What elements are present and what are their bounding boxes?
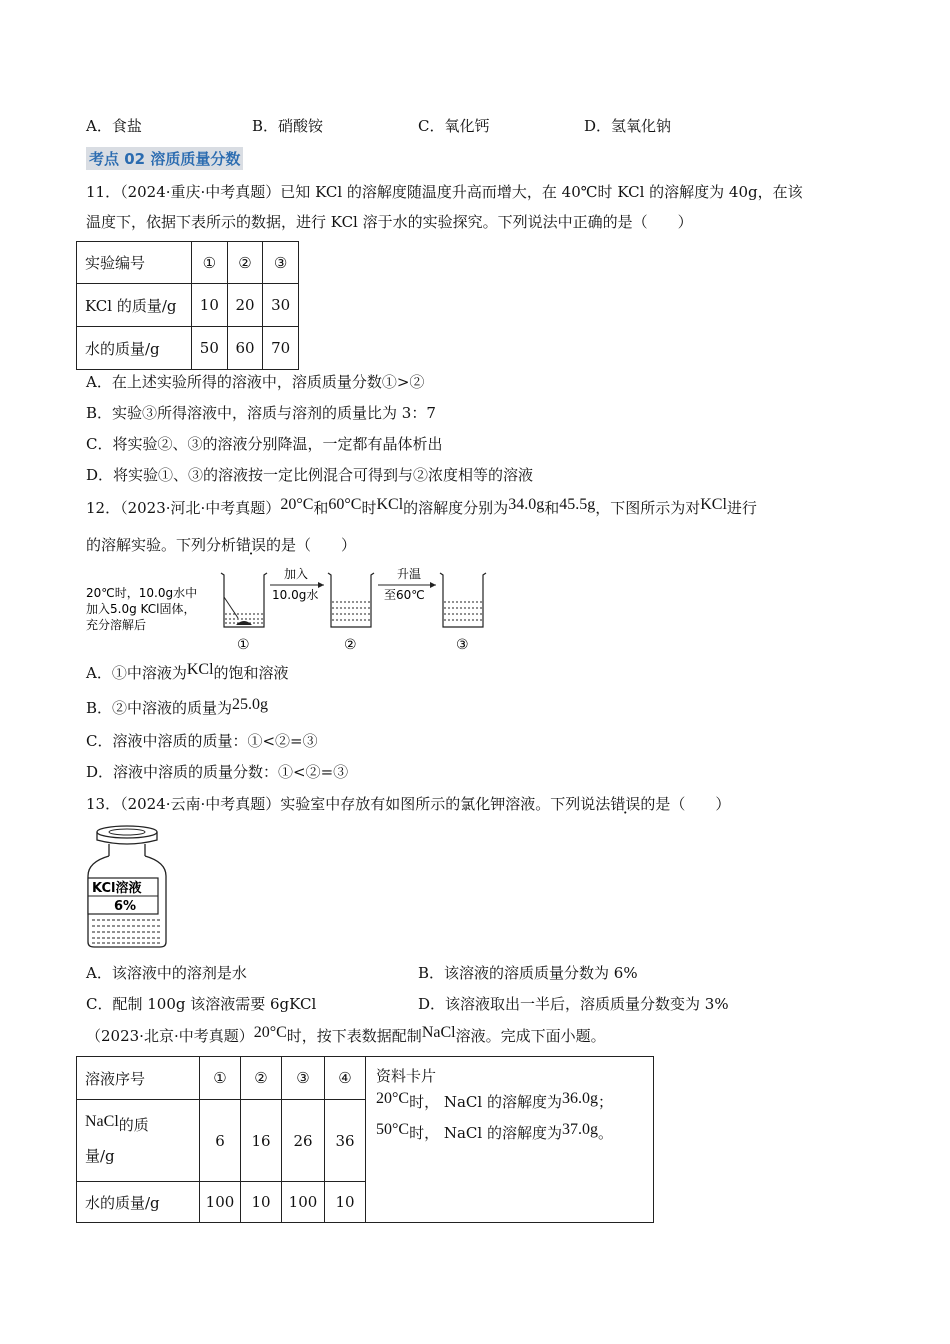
q11-row1-cell2: 20 (227, 284, 263, 327)
q14-row2-cell4: 10 (325, 1182, 366, 1223)
q12-tail: ，下图所示为对 (595, 499, 701, 517)
bottle-label-percent: 6% (114, 899, 137, 914)
q12-sol1: 34.0g (508, 496, 545, 513)
q14-data-table (76, 1056, 654, 1223)
q10-option-b: B．硝酸铵 (252, 117, 324, 135)
beaker-3-label: ③ (456, 637, 469, 653)
q14-nacl: NaCl (421, 1024, 456, 1041)
q14-row1-cell1: 6 (200, 1100, 241, 1182)
q12-desc-line1: 20℃时，10.0g水中 (86, 586, 198, 600)
q14-header-3: ③ (282, 1057, 325, 1100)
q11-header-2: ② (227, 242, 263, 284)
q14-stem-a: （2023·北京·中考真题） (86, 1027, 254, 1045)
q14-card-line2-value: 37.0g (561, 1121, 598, 1138)
q14-header-4: ④ (325, 1057, 366, 1100)
q13-stem (86, 794, 730, 814)
q14-card-line1-temp: 20°C (376, 1090, 410, 1107)
q14-row1-label-b: 的质 (118, 1116, 149, 1134)
q10-option-a: A．食盐 (86, 117, 142, 135)
q13-option-d: D．该溶液取出一半后，溶质质量分数变为 3% (418, 995, 729, 1013)
q12-option-b (86, 698, 268, 719)
q14-card-line2-end: 。 (597, 1124, 613, 1142)
arrow1-bottom-text: 10.0g水 (272, 588, 319, 602)
q14-stem-b: 时，按下表数据配制 (286, 1027, 422, 1045)
beaker-1-label: ① (237, 637, 250, 653)
q11-header-label: 实验编号 (77, 242, 192, 284)
q14-row1-label-c: 量/g (85, 1147, 115, 1165)
q14-card-line2 (376, 1118, 643, 1149)
q12-stem-line2 (86, 535, 356, 555)
q14-header-1: ① (200, 1057, 241, 1100)
beaker-2 (328, 573, 374, 627)
q14-row2-label: 水的质量/g (77, 1182, 200, 1223)
q11-data-table (76, 241, 299, 370)
q14-temp: 20°C (253, 1024, 287, 1041)
q13-stem-a: 13．（2024·云南·中考真题）实验室中存放有如图所示的氯化钾溶液。下列说法 (86, 795, 611, 813)
q14-card-line1-text: 时， NaCl 的溶解度为 (409, 1093, 562, 1111)
q13-stem-b: 的是（ ） (640, 795, 731, 813)
q14-card-line2-temp: 50°C (376, 1121, 410, 1138)
q12-sol2: 45.5g (559, 496, 596, 513)
q14-row1-cell2: 16 (241, 1100, 282, 1182)
q14-row1-label-nacl: NaCl (85, 1113, 119, 1130)
q11-stem-line1: 11．（2024·重庆·中考真题）已知 KCl 的溶解度随温度升高而增大，在 40℃时 KCl 的溶解度为 40g，在该 (86, 183, 803, 201)
q12-line2-a: 的溶解实验。下列分析 (86, 536, 237, 554)
arrow2-top-text: 升温 (397, 567, 422, 581)
q12-mid: 时 (361, 499, 377, 517)
q11-option-a: A．在上述实验所得的溶液中，溶质质量分数①>② (86, 373, 425, 391)
q12-and1: 和 (313, 499, 329, 517)
q12-kcl2: KCl (700, 496, 727, 513)
q14-card-line1-value: 36.0g (561, 1090, 598, 1107)
arrow1-top-text: 加入 (284, 567, 309, 581)
q14-row1-cell4: 36 (325, 1100, 366, 1182)
q12-temp2: 60°C (328, 496, 362, 513)
q12-and2: 和 (544, 499, 560, 517)
q12-option-d: D．溶液中溶质的质量分数：①<②=③ (86, 763, 349, 781)
bottle-label-name: KCl溶液 (92, 881, 142, 896)
q12-tail2: 进行 (726, 499, 757, 517)
q12-mid2: 的溶解度分别为 (403, 499, 509, 517)
q13-option-a: A．该溶液中的溶剂是水 (86, 964, 247, 982)
q10-option-c: C．氧化钙 (418, 117, 490, 135)
q11-row2-label: 水的质量/g (77, 327, 192, 370)
q14-card-title: 资料卡片 (376, 1067, 437, 1085)
q13-option-b: B．该溶液的溶质质量分数为 6% (418, 964, 638, 982)
q12-optA-tail: 的饱和溶液 (213, 664, 289, 682)
section-heading: 考点 02 溶质质量分数 (86, 147, 243, 170)
q11-option-b: B．实验③所得溶液中，溶质与溶剂的质量比为 3：7 (86, 404, 436, 422)
arrow2-head (430, 582, 436, 588)
q11-option-c: C．将实验②、③的溶液分别降温，一定都有晶体析出 (86, 435, 443, 453)
q11-row1-cell3: 30 (263, 284, 299, 327)
q11-stem-line2: 温度下，依据下表所示的数据，进行 KCl 溶于水的实验探究。下列说法中正确的是（ ） (86, 213, 693, 231)
arrow1-head (318, 582, 324, 588)
q11-row2-cell1: 50 (192, 327, 228, 370)
q11-row1-cell1: 10 (192, 284, 228, 327)
q12-option-c: C．溶液中溶质的质量：①<②=③ (86, 732, 318, 750)
q14-row2-cell1: 100 (200, 1182, 241, 1223)
q12-optA-text: A．①中溶液为 (86, 664, 187, 682)
q12-desc-line3: 充分溶解后 (86, 618, 147, 632)
q12-dissolution-figure (84, 562, 504, 654)
q12-optA-math: KCl (186, 661, 214, 678)
q11-row2-cell3: 70 (263, 327, 299, 370)
q11-row1-label: KCl 的质量/g (77, 284, 192, 327)
q11-option-d: D．将实验①、③的溶液按一定比例混合可得到与②浓度相等的溶液 (86, 466, 534, 484)
q14-header-2: ② (241, 1057, 282, 1100)
q13-option-c: C．配制 100g 该溶液需要 6gKCl (86, 995, 317, 1013)
q14-row1-cell3: 26 (282, 1100, 325, 1182)
q12-line2-b: 的是（ ） (266, 536, 357, 554)
q11-header-3: ③ (263, 242, 299, 284)
q12-kcl: KCl (376, 496, 404, 513)
beaker-2-label: ② (344, 637, 357, 653)
q14-stem (86, 1026, 606, 1047)
q12-desc-line2: 加入5.0g KCl固体， (86, 602, 196, 616)
q14-header-label: 溶液序号 (77, 1057, 200, 1100)
q12-line2-emph: 错误 (236, 536, 267, 554)
arrow2-bottom-text: 至60℃ (384, 588, 425, 602)
beaker-3 (440, 573, 486, 627)
q12-optB-math: 25.0g (232, 696, 269, 713)
q12-stem-prefix: 12．（2023·河北·中考真题） (86, 499, 281, 517)
q14-row2-cell3: 100 (282, 1182, 325, 1223)
q12-stem-line1 (86, 498, 757, 519)
q13-stem-emph: 错误 (610, 795, 641, 813)
kcl-reagent-bottle (84, 824, 170, 950)
beaker-1 (221, 573, 267, 627)
q12-optB-text: B．②中溶液的质量为 (86, 699, 233, 717)
q12-temp1: 20°C (280, 496, 314, 513)
q14-row2-cell2: 10 (241, 1182, 282, 1223)
q14-card-line1-end: ； (597, 1093, 613, 1111)
q14-row1-label (77, 1100, 200, 1182)
q14-stem-c: 溶液。完成下面小题。 (455, 1027, 606, 1045)
q12-option-a (86, 663, 289, 684)
q14-card-line2-text: 时， NaCl 的溶解度为 (409, 1124, 562, 1142)
q11-header-1: ① (192, 242, 228, 284)
q14-info-card (366, 1057, 654, 1223)
q14-card-line1 (376, 1087, 643, 1118)
q11-row2-cell2: 60 (227, 327, 263, 370)
q10-option-d: D．氢氧化钠 (584, 117, 672, 135)
